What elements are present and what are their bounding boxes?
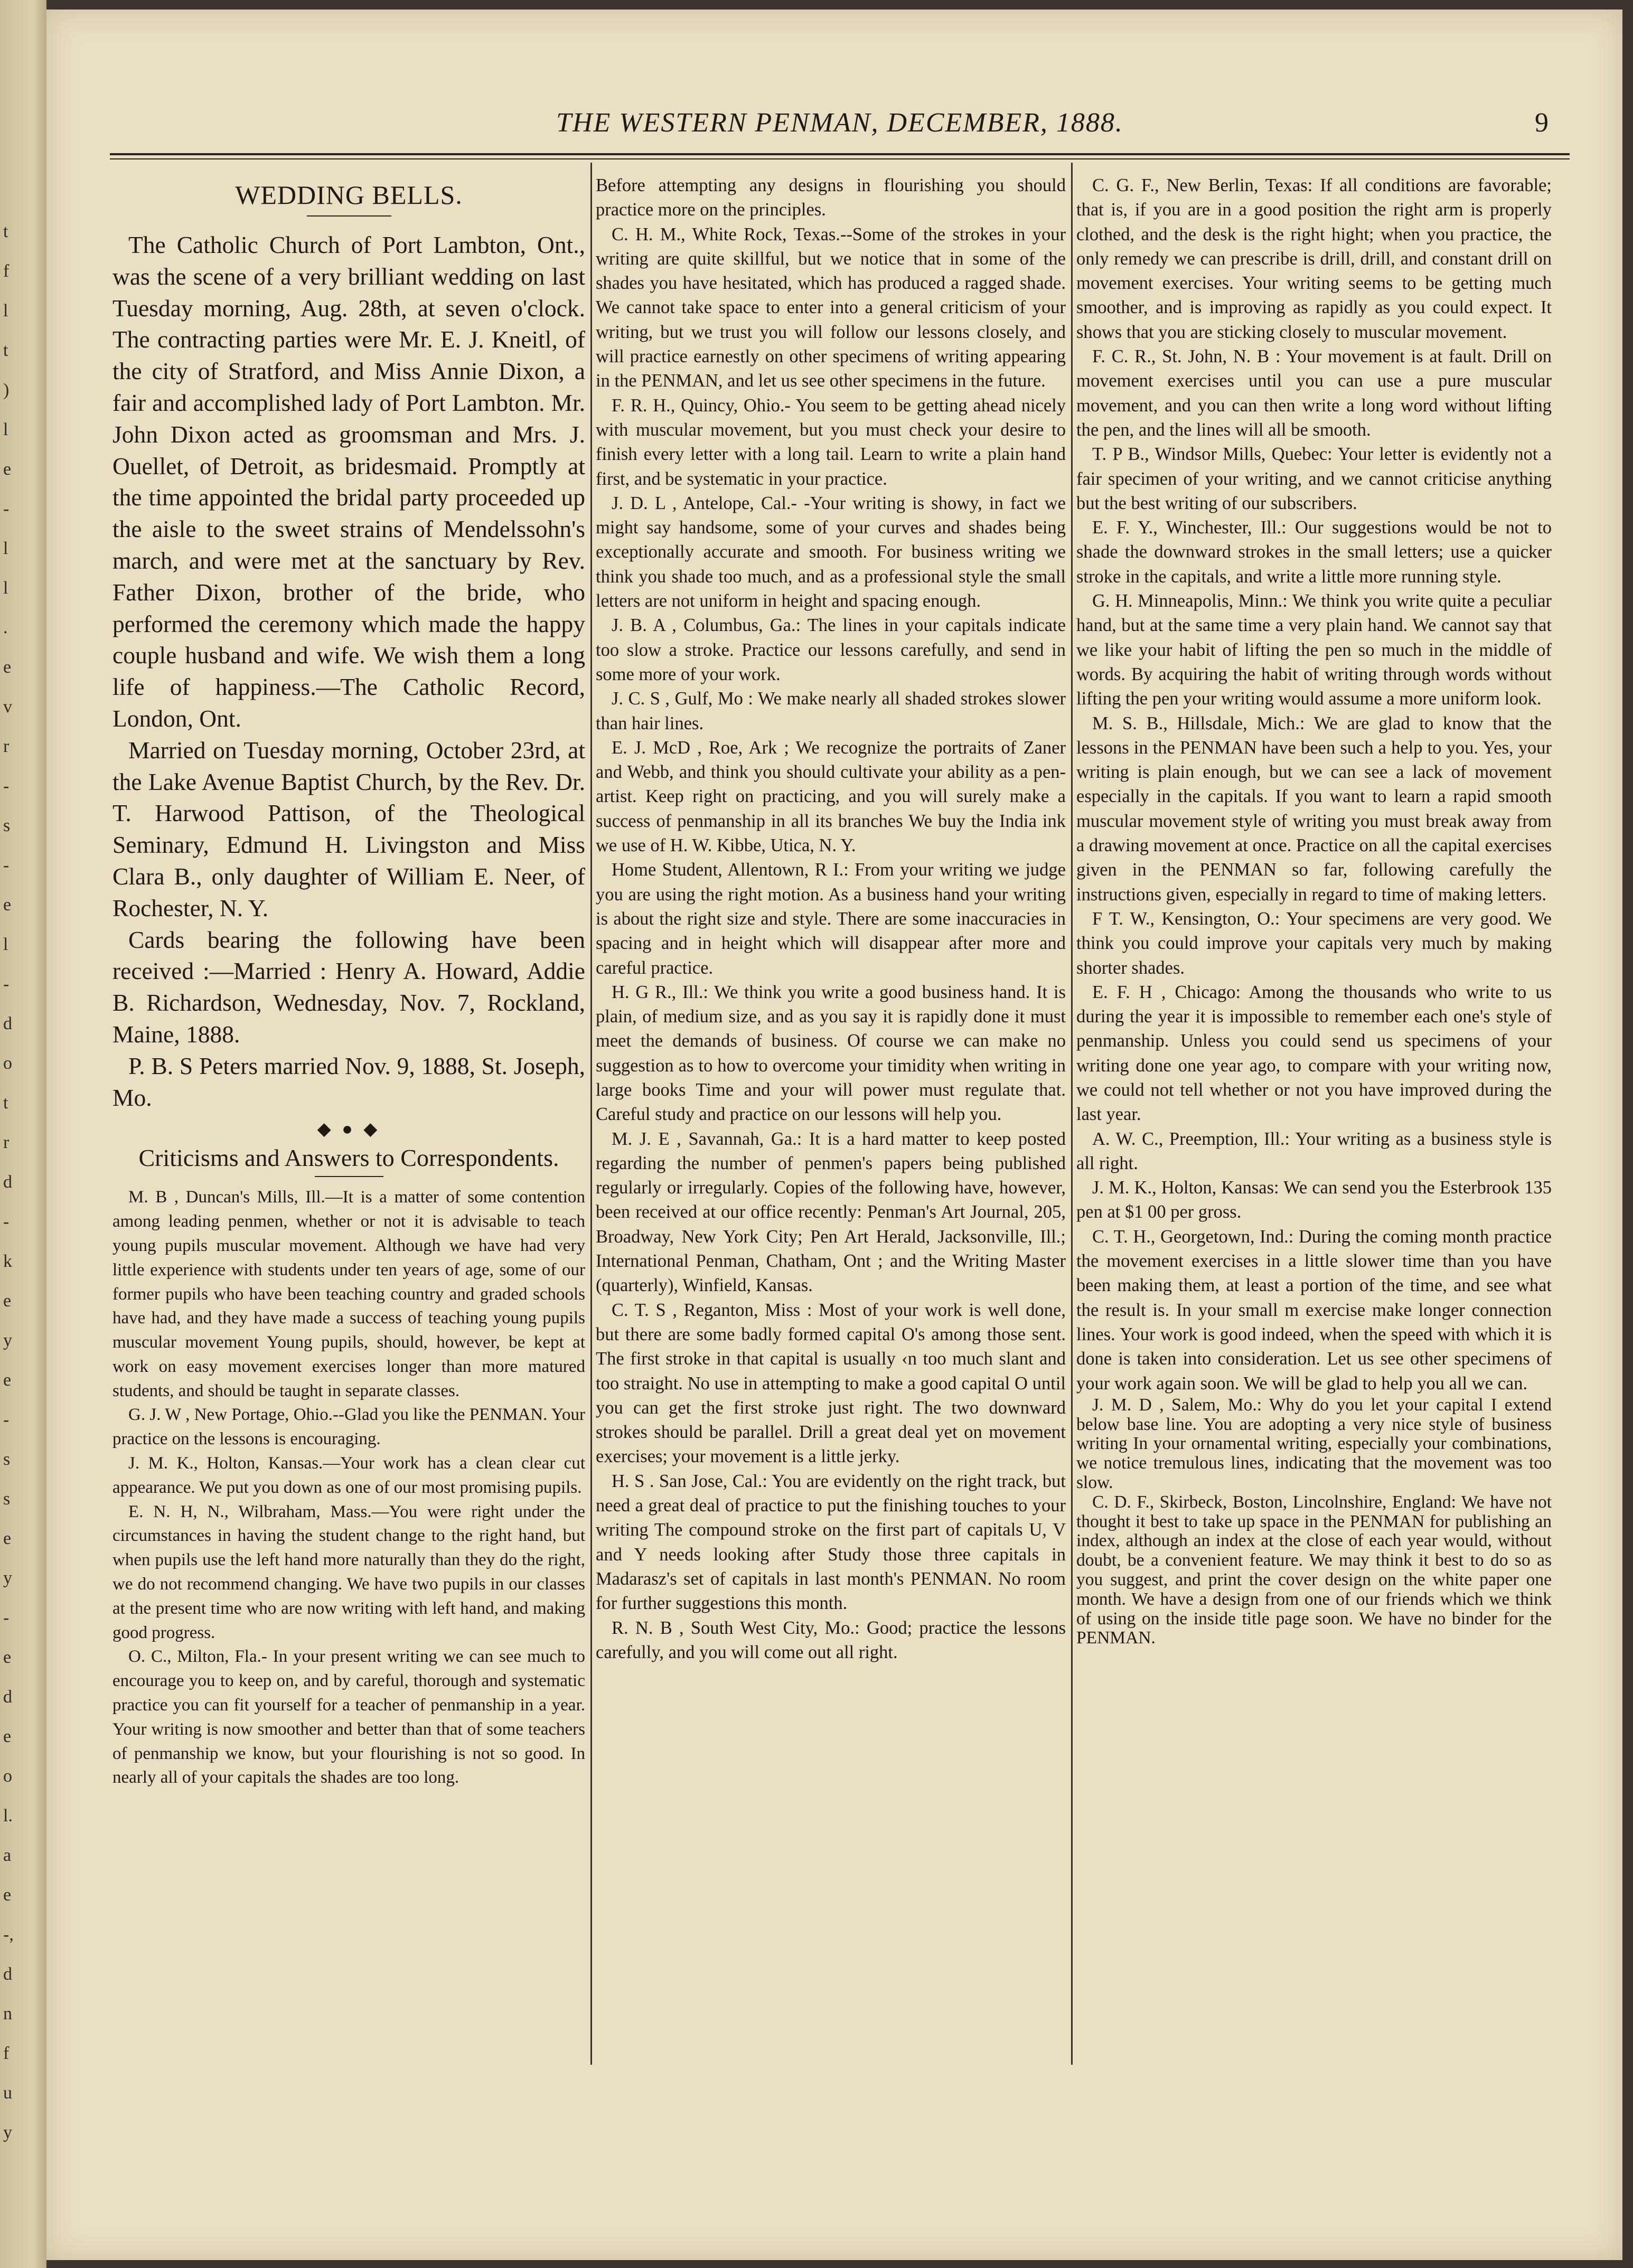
correspondence-answer: J. C. S , Gulf, Mo : We make nearly all shaded strokes slower than hair lines. (596, 689, 1066, 733)
prev-page-text-fragment: v (3, 697, 12, 717)
correspondence-answer: J. M. D , Salem, Mo.: Why do you let your capital I extend below base line. You are adopting a very nice style of business writing In your ornamental writing, especially your combinations, we notice tremulous lines, indicating that the movement was too slow. (1076, 1395, 1552, 1493)
wedding-paragraph: P. B. S Peters married Nov. 9, 1888, St. Joseph, Mo. (112, 1052, 585, 1111)
prev-page-text-fragment: s (3, 816, 11, 835)
prev-page-text-fragment: - (3, 1410, 10, 1429)
prev-page-text-fragment: r (3, 1133, 10, 1152)
prev-page-text-fragment: l (3, 301, 8, 321)
prev-page-text-fragment: k (3, 1251, 12, 1271)
prev-page-text-fragment: r (3, 737, 10, 756)
prev-page-text-fragment: -, (3, 1925, 14, 1944)
column-divider (590, 163, 592, 2065)
prev-page-text-fragment: t (3, 222, 8, 241)
correspondence-column-3 (1076, 173, 1552, 1396)
prev-page-text-fragment: l (3, 578, 8, 598)
prev-page-text-fragment: - (3, 855, 10, 875)
prev-page-text-fragment: s (3, 1450, 11, 1469)
correspondence-answer: M. B , Duncan's Mills, Ill.—It is a matter of some contention among leading penmen, whether or not it is advisable to teach young pupils muscular movement. Although we have had very little experience with students under ten years of age, some of our former pupils who have been teaching country and graded schools have had, and they have made a success of teaching young pupils muscular movement Young pupils, should, however, be kept at work on easy movement exercises longer than more matured students, and should be taught in separate classes. (112, 1188, 585, 1400)
prev-page-text-fragment: d (3, 1172, 12, 1192)
correspondence-answer: J. M. K., Holton, Kansas.—Your work has a clean clear cut appearance. We put you down as one of our most promising pupils. (112, 1454, 585, 1497)
prev-page-text-fragment: a (3, 1846, 12, 1865)
prev-page-text-fragment: o (3, 1053, 12, 1073)
correspondence-answer: C. H. M., White Rock, Texas.--Some of the strokes in your writing are quite skillful, but we notice that in some of the shades you have hesitated, which has produced a ragged shade. We cannot take space to enter into a general criticism of your writing, but we trust you will follow our lessons closely, and will practice earnestly on other specimens of writing appearing in the PENMAN, and let us see other specimens in the future. (596, 224, 1066, 391)
correspondence-answer: E. F. Y., Winchester, Ill.: Our suggestions would be not to shade the downward strokes in the small letters; use a quicker stroke in the capitals, and write a little more running style. (1076, 517, 1552, 587)
correspondence-answer: E. N. H, N., Wilbraham, Mass.—You were right under the circumstances in having the student change to the right hand, but when pupils use the left hand more naturally than they do the right, we do not recommend changing. We have two pupils in our classes at the present time who are now writing with left hand, and making good progress. (112, 1502, 585, 1642)
newspaper-page (46, 10, 1622, 2260)
prev-page-text-fragment: d (3, 1687, 12, 1707)
masthead-title: THE WESTERN PENMAN, DECEMBER, 1888. (556, 108, 1123, 138)
previous-page-edge (0, 0, 46, 2268)
prev-page-text-fragment: - (3, 1212, 10, 1231)
prev-page-text-fragment: - (3, 974, 10, 994)
correspondence-answer: E. F. H , Chicago: Among the thousands who write to us during the year it is impossible to remember each one's style of penmanship. Unless you could send us specimens of your writing done one year ago, to compare with your writing now, we could not tell whether or not you have improved during the last year. (1076, 982, 1552, 1125)
correspondence-answer: F. C. R., St. John, N. B : Your movement is at fault. Drill on movement exercises until you can use a pure muscular movement, and you can then write a long word without lifting the pen, and the lines will all be smooth. (1076, 346, 1552, 440)
correspondence-answer: G. J. W , New Portage, Ohio.--Glad you like the PENMAN. Your practice on the lessons is encouraging. (112, 1405, 585, 1449)
correspondence-answer: H. G R., Ill.: We think you write a good business hand. It is plain, of medium size, and as you say it is rapidly done it must meet the demands of business. Of course we can make no suggestion as to how to overcome your timidity when writing in large books Time and your will power must regulate that. Careful study and practice on our lessons will help you. (596, 982, 1066, 1125)
criticisms-heading: Criticisms and Answers to Correspondents. (138, 1144, 559, 1172)
prev-page-text-fragment: e (3, 1370, 12, 1390)
prev-page-text-fragment: n (3, 2004, 12, 2024)
header-rule (110, 153, 1570, 159)
prev-page-text-fragment: f (3, 261, 10, 281)
column-2 (596, 173, 1066, 1664)
prev-page-text-fragment: l (3, 935, 8, 954)
correspondence-answer: C. G. F., New Berlin, Texas: If all conditions are favorable; that is, if you are in a good position the right arm is properly clothed, and the desk is the right hight; when you practice, the only remedy we can prescribe is drill, drill, and constant drill on movement exercises. Your writing seems to be getting much smoother, and is improving as rapidly as you could expect. It shows that you are sticking closely to muscular movement. (1076, 175, 1552, 342)
prev-page-text-fragment: e (3, 1529, 12, 1548)
prev-page-text-fragment: l (3, 539, 8, 558)
correspondence-answer: J. M. K., Holton, Kansas: We can send you the Esterbrook 135 pen at $1 00 per gross. (1076, 1178, 1552, 1222)
wedding-bells-heading: WEDDING BELLS. (235, 180, 463, 210)
prev-page-text-fragment: e (3, 459, 12, 479)
correspondence-answer: G. H. Minneapolis, Minn.: We think you write quite a peculiar hand, but at the same time a very plain hand. We cannot say that we like your habit of lifting the pen so much in the middle of words. By acquiring the habit of writing through words without lifting the pen your writing would assume a more uniform look. (1076, 591, 1552, 709)
correspondence-answer: C. D. F., Skirbeck, Boston, Lincolnshire, England: We have not thought it best to take up space in the PENMAN for publishing an index, although an index at the close of each year would, without doubt, be a convenient feature. We may think it best to do so as you suggest, and print the cover design on the white paper one month. We have a design from one of our friends which we think of using on the inside title page soon. We have no binder for the PENMAN. (1076, 1492, 1552, 1648)
correspondence-answer: J. D. L , Antelope, Cal.- -Your writing is showy, in fact we might say handsome, some of your curves and shades being exceptionally accurate and smooth. For business writing we think you shade too much, and as a professional style the small letters are not uniform in height and spacing enough. (596, 493, 1066, 611)
correspondence-answer: R. N. B , South West City, Mo.: Good; practice the lessons carefully, and you will come out all right. (596, 1617, 1066, 1662)
correspondence-answer: J. B. A , Columbus, Ga.: The lines in your capitals indicate too slow a stroke. Practice our lessons carefully, and send in some more of your work. (596, 615, 1066, 684)
wedding-paragraph: Married on Tuesday morning, October 23rd, at the Lake Avenue Baptist Church, by the Rev. Dr. T. Harwood Pattison, of the Theological Seminary, Edmund H. Livingston and Miss Clara B., only daughter of William E. Neer, of Rochester, N. Y. (112, 736, 585, 921)
wedding-paragraph: Cards bearing the following have been received :—Married : Henry A. Howard, Addie B. Richardson, Wednesday, Nov. 7, Rockland, Maine, 1888. (112, 926, 585, 1048)
correspondence-answer: C. T. S , Reganton, Miss : Most of your work is well done, but there are some badly formed capital O's among those sent. The first stroke in that capital is usually ‹n too much slant and too straight. No use in attempting to make a good capital O until you can get the first stroke just right. The two downward strokes should be parallel. Drill a great deal yet on movement exercises; your movement is a little jerky. (596, 1300, 1066, 1467)
prev-page-text-fragment: u (3, 2083, 12, 2103)
correspondence-answer: Before attempting any designs in flourishing you should practice more on the principles. (596, 175, 1066, 220)
prev-page-text-fragment: - (3, 499, 10, 519)
correspondence-answer: F. R. H., Quincy, Ohio.- You seem to be getting ahead nicely with muscular movement, but you must check your desire to finish every letter with a long tail. Learn to write a plain hand first, and be systematic in your practice. (596, 395, 1066, 489)
correspondence-answer: M. S. B., Hillsdale, Mich.: We are glad to know that the lessons in the PENMAN have been such a help to you. Yes, your writing is plain enough, but we can see a lack of movement especially in the capitals. If you want to learn a rapid smooth muscular movement style of writing you must break away from a drawing movement at once. Practice on all the capital exercises given in the PENMAN so far, following carefully the instructions given, especially in regard to time of making letters. (1076, 713, 1552, 905)
prev-page-text-fragment: e (3, 1648, 12, 1667)
prev-page-text-fragment: s (3, 1489, 11, 1509)
heading-rule (315, 1176, 383, 1177)
correspondence-answer: H. S . San Jose, Cal.: You are evidently on the right track, but need a great deal of practice to put the finishing touches to your writing The compound stroke on the first part of capitals U, V and Y needs looking after Study those three capitals in Madarasz's set of capitals in last month's PENMAN. No room for further suggestions this month. (596, 1471, 1066, 1614)
correspondence-column-2 (596, 173, 1066, 1664)
prev-page-text-fragment: y (3, 1568, 12, 1588)
prev-page-text-fragment: ) (3, 380, 10, 400)
column-divider (1071, 163, 1073, 2065)
correspondence-answer: Home Student, Allentown, R I.: From your writing we judge you are using the right motion. As a business hand your writing is about the right size and style. There are some inaccuracies in spacing and in height which will disappear after more and careful practice. (596, 860, 1066, 978)
prev-page-text-fragment: l (3, 420, 8, 439)
correspondence-answer: C. T. H., Georgetown, Ind.: During the coming month practice the movement exercises in a little slower time than you have been making them, at least a portion of the time, and see what the result is. In your small m exercise make longer connection lines. Your work is good indeed, when the speed with which it is done is taken into consideration. Let us see other specimens of your work again soon. We will be glad to help you all we can. (1076, 1226, 1552, 1394)
prev-page-text-fragment: f (3, 2044, 10, 2063)
correspondence-answer: O. C., Milton, Fla.- In your present writing we can see much to encourage you to keep on, and by careful, thorough and systematic practice you can fit yourself for a teacher of penmanship in a year. Your writing is now smoother and better than that of some teachers of penmanship we know, but your flourishing is not so good. In nearly all of your capitals the shades are too long. (112, 1647, 585, 1787)
prev-page-text-fragment: - (3, 776, 10, 796)
prev-page-text-fragment: e (3, 1885, 12, 1905)
wedding-bells-article (112, 229, 585, 1113)
prev-page-text-fragment: e (3, 657, 12, 677)
heading-rule (307, 215, 391, 217)
wedding-paragraph: The Catholic Church of Port Lambton, Ont., was the scene of a very brilliant wedding on last Tuesday morning, Aug. 28th, at seven o'clock. The contracting parties were Mr. E. J. Kneitl, of the city of Stratford, and Miss Annie Dixon, a fair and accomplished lady of Port Lambton. Mr. John Dixon acted as groomsman and Mrs. J. Ouellet, of Detroit, as bridesmaid. Promptly at the time appointed the bridal party proceeded up the aisle to the sweet strains of Mendelssohn's march, and were met at the sanctuary by Rev. Father Dixon, brother of the bride, who performed the ceremony which made the happy couple husband and wife. We wish them a long life of happiness.—The Catholic Record, London, Ont. (112, 231, 585, 732)
prev-page-text-fragment: l. (3, 1806, 13, 1825)
prev-page-text-fragment: y (3, 1331, 12, 1350)
prev-page-text-fragment: y (3, 2123, 12, 2142)
prev-page-text-fragment: - (3, 1608, 10, 1627)
page-header (110, 107, 1570, 149)
prev-page-text-fragment: e (3, 1727, 12, 1746)
correspondence-answer: M. J. E , Savannah, Ga.: It is a hard matter to keep posted regarding the number of penmen's papers being published regularly or irregularly. Copies of the following have, however, been received at our office recently: Penman's Art Journal, 205, Broadway, New York City; Pen Art Herald, Jacksonville, Ill.; International Penman, Chatham, Ont ; and the Writing Master (quarterly), Winfield, Kansas. (596, 1128, 1066, 1296)
correspondence-answer: A. W. C., Preemption, Ill.: Your writing as a business style is all right. (1076, 1128, 1552, 1173)
correspondence-answer: E. J. McD , Roe, Ark ; We recognize the portraits of Zaner and Webb, and think you should cultivate your ability as a pen-artist. Keep right on practicing, and you will surely make a success of penmanship in all its branches We buy the India ink we use of H. W. Kibbe, Utica, N. Y. (596, 737, 1066, 856)
prev-page-text-fragment: e (3, 1291, 12, 1311)
prev-page-text-fragment: e (3, 895, 12, 915)
criticisms-article (112, 1185, 585, 1790)
prev-page-text-fragment: o (3, 1766, 12, 1786)
prev-page-text-fragment: . (3, 618, 8, 637)
prev-page-text-fragment: t (3, 1093, 8, 1113)
correspondence-answer: F T. W., Kensington, O.: Your specimens are very good. We think you could improve your capitals very much by making shorter shades. (1076, 908, 1552, 978)
prev-page-text-fragment: d (3, 1014, 12, 1033)
prev-page-text-fragment: t (3, 341, 8, 360)
section-ornament: ◆ ● ◆ (317, 1119, 381, 1140)
correspondence-column-3-tail (1076, 1396, 1552, 1648)
page-number: 9 (1535, 108, 1548, 138)
correspondence-answer: T. P B., Windsor Mills, Quebec: Your letter is evidently not a fair specimen of your writing, and we cannot criticise anything but the best writing of our subscribers. (1076, 444, 1552, 513)
prev-page-text-fragment: d (3, 1964, 12, 1984)
column-3 (1076, 173, 1552, 1648)
column-1 (112, 173, 585, 1790)
